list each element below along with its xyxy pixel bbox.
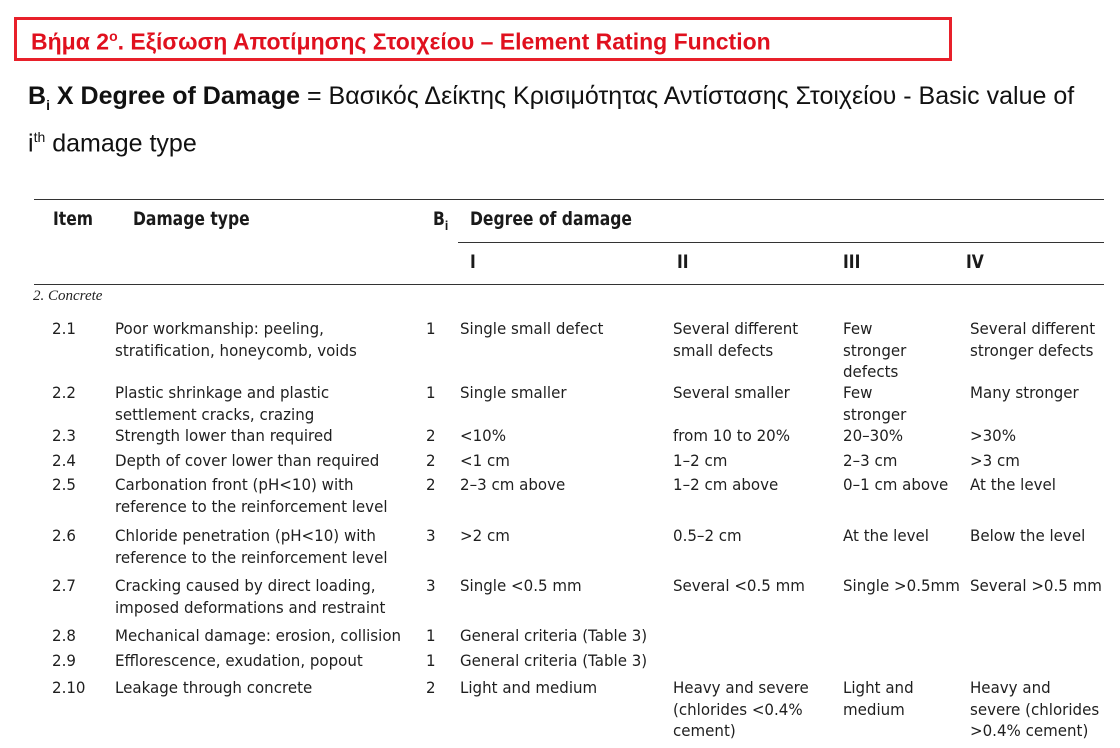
subtitle-b: B xyxy=(28,82,47,110)
cell-d2: 1–2 cm xyxy=(673,451,728,470)
header-degree-3: III xyxy=(843,251,861,273)
cell-d3: Single >0.5mm xyxy=(843,576,960,595)
cell-type: Strength lower than required xyxy=(115,426,333,445)
cell-item: 2.8 xyxy=(52,626,76,645)
cell-d2: (chlorides <0.4% xyxy=(673,699,803,719)
cell-d1: >2 cm xyxy=(460,526,510,545)
cell-b: 2 xyxy=(426,475,436,494)
subtitle-tail: damage type xyxy=(45,129,197,158)
cell-item: 2.2 xyxy=(52,383,76,402)
cell-type: Poor workmanship: peeling, xyxy=(115,319,324,338)
cell-d2: 0.5–2 cm xyxy=(673,526,742,545)
cell-d3: 0–1 cm above xyxy=(843,475,949,494)
cell-d4: stronger defects xyxy=(970,340,1094,360)
cell-d1: Single small defect xyxy=(460,319,604,338)
cell-type: Leakage through concrete xyxy=(115,678,313,697)
header-degree-2: II xyxy=(677,251,689,273)
cell-d4: Several different xyxy=(970,319,1096,338)
cell-d3: stronger xyxy=(843,340,907,360)
cell-d1: <10% xyxy=(460,426,507,445)
cell-d2: small defects xyxy=(673,340,774,360)
cell-d3: medium xyxy=(843,699,905,719)
cell-item: 2.1 xyxy=(52,319,76,338)
cell-d4: severe (chlorides xyxy=(970,699,1100,719)
cell-d4: Many stronger xyxy=(970,383,1079,402)
cell-type: settlement cracks, crazing xyxy=(115,404,315,424)
cell-type: Depth of cover lower than required xyxy=(115,451,380,470)
subtitle-bold xyxy=(28,82,301,113)
header-bi xyxy=(433,208,448,233)
cell-d4: Below the level xyxy=(970,526,1086,545)
cell-item: 2.7 xyxy=(52,576,76,595)
cell-type: stratification, honeycomb, voids xyxy=(115,340,357,360)
subtitle-definition: = Βασικός Δείκτης Κρισιμότητας Αντίστασης Στοιχείου - Basic value of i xyxy=(28,82,1075,158)
cell-b: 1 xyxy=(426,626,436,645)
cell-d2: Several <0.5 mm xyxy=(673,576,805,595)
header-bottom-rule xyxy=(34,284,1104,285)
cell-type: Plastic shrinkage and plastic xyxy=(115,383,330,402)
cell-item: 2.9 xyxy=(52,651,76,670)
slide-title-box xyxy=(14,17,952,61)
cell-d2: Several different xyxy=(673,319,799,338)
cell-type: reference to the reinforcement level xyxy=(115,496,388,516)
cell-item: 2.10 xyxy=(52,678,86,697)
cell-d1: Single smaller xyxy=(460,383,567,402)
cell-d1: Single <0.5 mm xyxy=(460,576,582,595)
cell-d2: cement) xyxy=(673,721,736,740)
cell-d4: At the level xyxy=(970,475,1056,494)
header-damage-type: Damage type xyxy=(133,208,250,230)
header-degree: Degree of damage xyxy=(470,208,632,230)
cell-d1: General criteria (Table 3) xyxy=(460,626,648,645)
cell-d3: Light and xyxy=(843,678,914,697)
cell-d4: >0.4% cement) xyxy=(970,721,1089,740)
cell-b: 1 xyxy=(426,383,436,402)
cell-b: 2 xyxy=(426,678,436,697)
header-b: B xyxy=(433,208,445,230)
subtitle-b-sub: i xyxy=(46,97,50,113)
degree-header-rule xyxy=(458,242,1104,243)
slide-title xyxy=(31,28,771,56)
subtitle-superscript: th xyxy=(33,129,46,145)
cell-d3: Few xyxy=(843,383,873,402)
cell-d2: Heavy and severe xyxy=(673,678,809,697)
table-top-rule xyxy=(34,199,1104,200)
header-item: Item xyxy=(53,208,94,230)
cell-d4: Heavy and xyxy=(970,678,1051,697)
cell-b: 1 xyxy=(426,319,436,338)
cell-type: Carbonation front (pH<10) with xyxy=(115,475,354,494)
cell-d3: stronger xyxy=(843,404,907,424)
cell-d2: Several smaller xyxy=(673,383,790,402)
cell-item: 2.6 xyxy=(52,526,76,545)
title-superscript: ο xyxy=(109,28,118,44)
cell-b: 3 xyxy=(426,576,436,595)
cell-b: 2 xyxy=(426,426,436,445)
section-label: 2. Concrete xyxy=(33,288,103,304)
cell-type: Chloride penetration (pH<10) with xyxy=(115,526,376,545)
cell-type: imposed deformations and restraint xyxy=(115,597,386,617)
cell-d1: 2–3 cm above xyxy=(460,475,566,494)
cell-b: 2 xyxy=(426,451,436,470)
cell-item: 2.5 xyxy=(52,475,76,494)
cell-d3: 2–3 cm xyxy=(843,451,898,470)
cell-d4: >3 cm xyxy=(970,451,1020,470)
title-rest: . Εξίσωση Αποτίμησης Στοιχείου – Element Rating Function xyxy=(117,28,771,55)
cell-item: 2.4 xyxy=(52,451,76,470)
cell-b: 1 xyxy=(426,651,436,670)
cell-b: 3 xyxy=(426,526,436,545)
cell-d4: >30% xyxy=(970,426,1017,445)
header-degree-1: I xyxy=(470,251,476,273)
cell-d1: General criteria (Table 3) xyxy=(460,651,648,670)
cell-type: Cracking caused by direct loading, xyxy=(115,576,376,595)
cell-type: Mechanical damage: erosion, collision xyxy=(115,626,402,645)
cell-d3: At the level xyxy=(843,526,929,545)
subtitle-bold-rest: X Degree of Damage xyxy=(49,82,301,110)
cell-d4: Several >0.5 mm xyxy=(970,576,1102,595)
cell-d3: Few xyxy=(843,319,873,338)
cell-item: 2.3 xyxy=(52,426,76,445)
cell-d3: defects xyxy=(843,362,899,381)
cell-d1: Light and medium xyxy=(460,678,598,697)
title-main: Βήμα 2 xyxy=(31,28,110,55)
cell-d3: 20–30% xyxy=(843,426,904,445)
cell-type: Efflorescence, exudation, popout xyxy=(115,651,363,670)
slide-subtitle xyxy=(28,80,1098,159)
cell-type: reference to the reinforcement level xyxy=(115,547,388,567)
cell-d2: 1–2 cm above xyxy=(673,475,779,494)
header-degree-4: IV xyxy=(966,251,984,273)
header-b-sub: i xyxy=(444,218,449,233)
cell-d1: <1 cm xyxy=(460,451,510,470)
cell-d2: from 10 to 20% xyxy=(673,426,791,445)
